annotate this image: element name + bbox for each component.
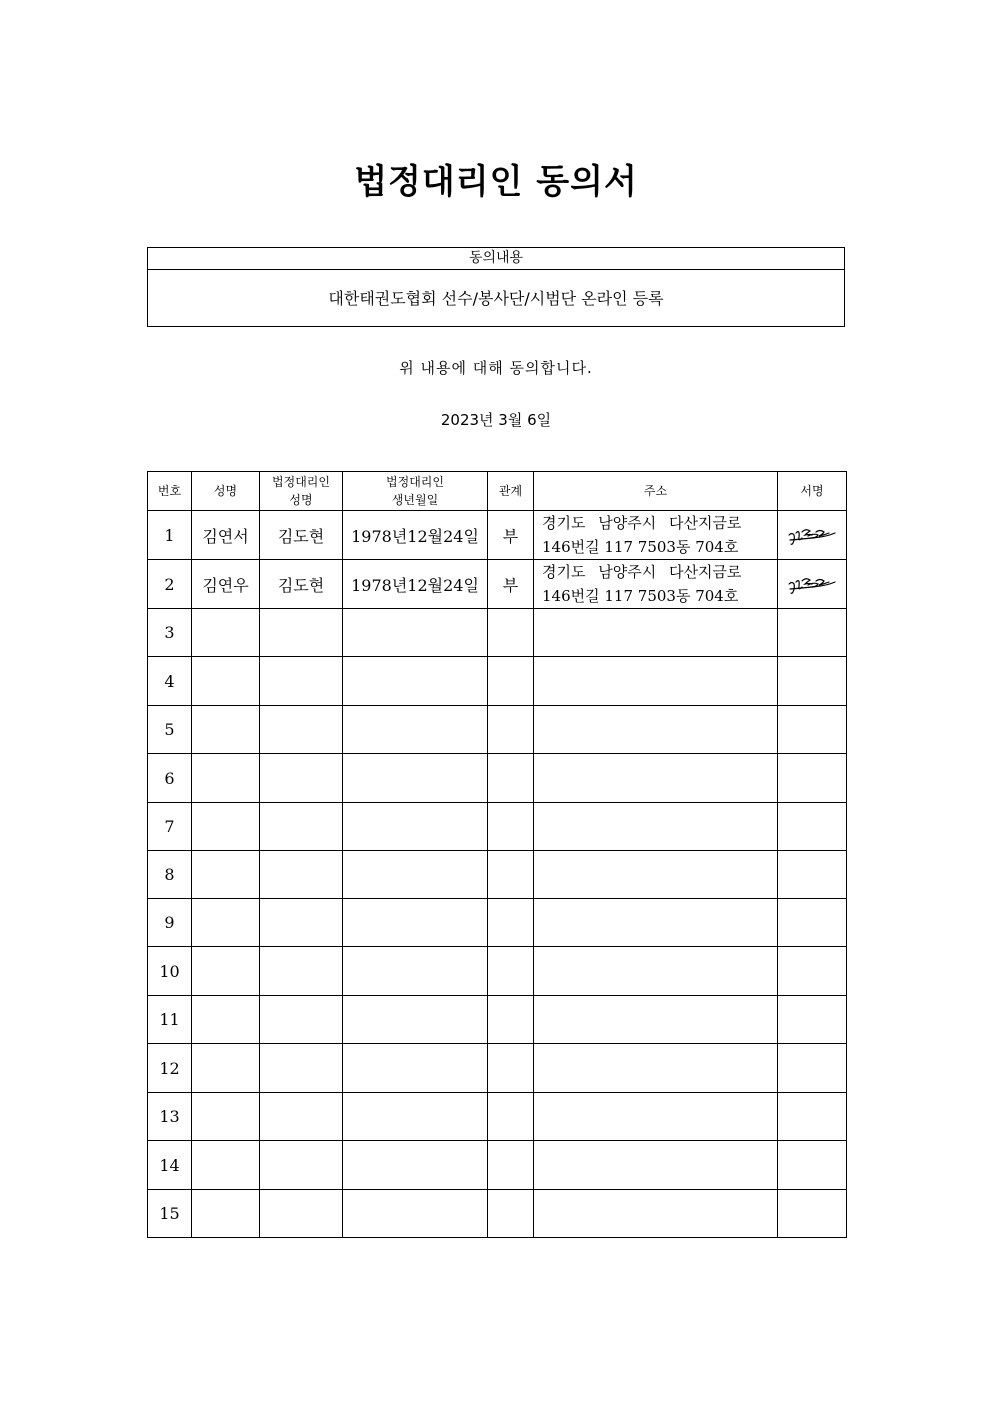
signature <box>778 947 847 996</box>
table-row <box>148 609 847 657</box>
row-number: 2 <box>148 560 192 609</box>
guardian-name <box>260 803 343 851</box>
table-row <box>148 803 847 851</box>
table-row <box>148 899 847 947</box>
relation <box>488 1141 534 1190</box>
row-number: 7 <box>148 803 192 851</box>
row-number: 9 <box>148 899 192 947</box>
address <box>534 947 778 996</box>
guardian-name <box>260 1093 343 1141</box>
row-number: 6 <box>148 754 192 803</box>
student-name <box>192 851 260 899</box>
consent-body: 대한태권도협회 선수/봉사단/시범단 온라인 등록 <box>328 289 664 308</box>
guardian-name <box>260 996 343 1044</box>
table-row <box>148 851 847 899</box>
relation <box>488 657 534 706</box>
relation <box>488 1093 534 1141</box>
student-name <box>192 1093 260 1141</box>
student-name <box>192 1044 260 1093</box>
signature <box>778 511 847 560</box>
address <box>534 609 778 657</box>
row-number: 5 <box>148 706 192 754</box>
address <box>534 803 778 851</box>
header-guardian-name <box>260 472 343 511</box>
student-name <box>192 1141 260 1190</box>
header-relation: 관계 <box>488 472 534 511</box>
student-name <box>192 609 260 657</box>
table-row <box>148 754 847 803</box>
row-number: 1 <box>148 511 192 560</box>
row-number: 3 <box>148 609 192 657</box>
guardian-name <box>260 1141 343 1190</box>
row-number: 8 <box>148 851 192 899</box>
header-signature: 서명 <box>778 472 847 511</box>
relation <box>488 851 534 899</box>
table-row <box>148 657 847 706</box>
student-name: 김연우 <box>192 560 260 609</box>
header-guardian-birth-line1: 법정대리인 <box>386 475 444 489</box>
address <box>534 1093 778 1141</box>
guardian-birthdate <box>343 609 488 657</box>
relation <box>488 996 534 1044</box>
guardian-birthdate <box>343 1093 488 1141</box>
guardian-name <box>260 851 343 899</box>
agree-statement: 위 내용에 대해 동의합니다. <box>399 359 593 377</box>
address-line1: 경기도 남양주시 다산지금로 <box>542 563 742 581</box>
page-title: 법정대리인 동의서 <box>354 162 638 202</box>
table-body <box>148 511 847 1238</box>
signature <box>778 1044 847 1093</box>
signature <box>778 657 847 706</box>
table-row <box>148 511 847 560</box>
header-guardian-birth <box>343 472 488 511</box>
guardian-name <box>260 947 343 996</box>
relation <box>488 947 534 996</box>
relation <box>488 706 534 754</box>
signature <box>778 609 847 657</box>
student-name <box>192 1190 260 1238</box>
consent-header: 동의내용 <box>148 248 844 270</box>
consent-date: 2023년 3월 6일 <box>440 411 552 429</box>
table-row <box>148 996 847 1044</box>
student-name <box>192 803 260 851</box>
header-address: 주소 <box>534 472 778 511</box>
table-row <box>148 1141 847 1190</box>
guardian-birthdate <box>343 1190 488 1238</box>
guardian-name <box>260 706 343 754</box>
guardian-birthdate <box>343 996 488 1044</box>
relation: 부 <box>488 560 534 609</box>
guardian-name: 김도현 <box>260 560 343 609</box>
guardian-name <box>260 609 343 657</box>
relation: 부 <box>488 511 534 560</box>
student-name <box>192 754 260 803</box>
student-name: 김연서 <box>192 511 260 560</box>
guardian-name <box>260 1190 343 1238</box>
header-no: 번호 <box>148 472 192 511</box>
header-guardian-name-line1: 법정대리인 <box>272 475 330 489</box>
guardian-birthdate: 1978년12월24일 <box>343 560 488 609</box>
address <box>534 996 778 1044</box>
relation <box>488 754 534 803</box>
table-row <box>148 560 847 609</box>
guardian-name <box>260 657 343 706</box>
address <box>534 1190 778 1238</box>
guardian-birthdate <box>343 1141 488 1190</box>
address <box>534 899 778 947</box>
header-name: 성명 <box>192 472 260 511</box>
row-number: 10 <box>148 947 192 996</box>
relation <box>488 1190 534 1238</box>
guardian-name: 김도현 <box>260 511 343 560</box>
signature <box>778 1141 847 1190</box>
signature <box>778 899 847 947</box>
relation <box>488 803 534 851</box>
guardian-birthdate <box>343 803 488 851</box>
address-line2: 146번길 117 7503동 704호 <box>542 538 739 556</box>
header-guardian-name-line2: 성명 <box>289 493 313 507</box>
guardian-name <box>260 1044 343 1093</box>
relation <box>488 1044 534 1093</box>
signature <box>778 851 847 899</box>
table-row <box>148 706 847 754</box>
table-row <box>148 1190 847 1238</box>
address <box>534 754 778 803</box>
guardian-birthdate: 1978년12월24일 <box>343 511 488 560</box>
guardian-birthdate <box>343 851 488 899</box>
address-line1: 경기도 남양주시 다산지금로 <box>542 514 742 532</box>
signature <box>778 754 847 803</box>
signature <box>778 1093 847 1141</box>
student-name <box>192 996 260 1044</box>
guardian-name <box>260 754 343 803</box>
row-number: 15 <box>148 1190 192 1238</box>
signature-image <box>786 572 838 596</box>
row-number: 12 <box>148 1044 192 1093</box>
guardian-birthdate <box>343 1044 488 1093</box>
address-line2: 146번길 117 7503동 704호 <box>542 587 739 605</box>
table-header-row <box>148 472 847 511</box>
row-number: 13 <box>148 1093 192 1141</box>
relation <box>488 899 534 947</box>
guardian-birthdate <box>343 947 488 996</box>
address <box>534 657 778 706</box>
header-guardian-birth-line2: 생년월일 <box>391 493 439 507</box>
address <box>534 706 778 754</box>
address <box>534 560 778 609</box>
guardian-birthdate <box>343 706 488 754</box>
guardian-birthdate <box>343 899 488 947</box>
address <box>534 1044 778 1093</box>
table-row <box>148 947 847 996</box>
signature <box>778 1190 847 1238</box>
relation <box>488 609 534 657</box>
student-name <box>192 706 260 754</box>
address <box>534 511 778 560</box>
guardian-birthdate <box>343 754 488 803</box>
row-number: 11 <box>148 996 192 1044</box>
table-row <box>148 1044 847 1093</box>
table-row <box>148 1093 847 1141</box>
student-name <box>192 899 260 947</box>
student-name <box>192 947 260 996</box>
row-number: 4 <box>148 657 192 706</box>
address <box>534 1141 778 1190</box>
signature-image <box>786 523 838 547</box>
signature <box>778 706 847 754</box>
guardian-name <box>260 899 343 947</box>
address <box>534 851 778 899</box>
signature <box>778 803 847 851</box>
student-name <box>192 657 260 706</box>
signature <box>778 560 847 609</box>
signature <box>778 996 847 1044</box>
signers-table <box>147 471 847 1238</box>
row-number: 14 <box>148 1141 192 1190</box>
guardian-birthdate <box>343 657 488 706</box>
consent-box <box>147 247 845 327</box>
